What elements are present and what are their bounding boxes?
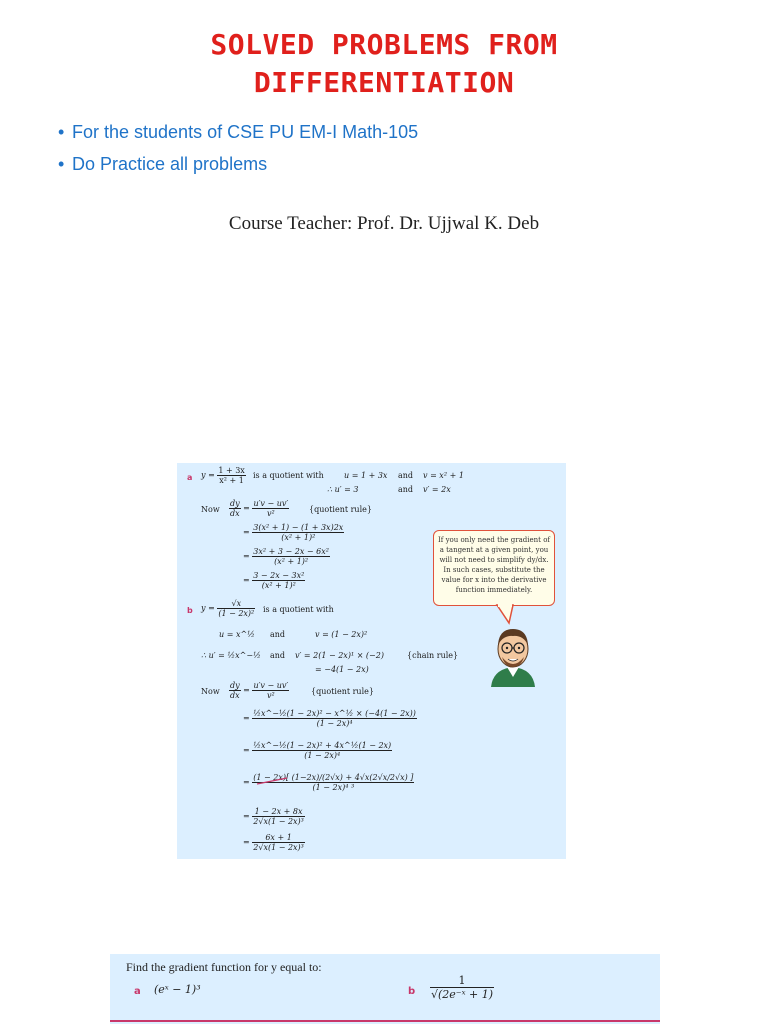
exercise-a-expr: (eˣ − 1)³ (154, 983, 201, 996)
rule-num: u′v − uv′ (253, 681, 289, 690)
a-now: Now (201, 505, 220, 514)
b-quotient-text: is a quotient with (263, 605, 334, 614)
divider-line (110, 1020, 660, 1022)
b-s1-num: ½x^−½(1 − 2x)² − x^½ × (−4(1 − 2x)) (253, 709, 416, 718)
a-dv: v′ = 2x (423, 485, 451, 494)
a-du: ∴ u′ = 3 (327, 485, 359, 494)
rule-num: u′v − uv′ (253, 499, 289, 508)
exercise-a-label: a (134, 986, 141, 997)
a-s3-num: 3 − 2x − 3x² (253, 571, 305, 580)
a-s2-den: (x² + 1)² (274, 557, 309, 566)
b-du: ∴ u′ = ½x^−½ (201, 651, 261, 660)
b-s4-num: 1 − 2x + 8x (252, 807, 305, 817)
b-s3-den: (1 − 2x)⁴ ³ (312, 783, 355, 792)
a-step-3: = $\frac{\text{3 − 2x − 3x²}}{\text{(x² + 1)²}}$ (243, 571, 305, 590)
b-and-2: and (270, 651, 286, 660)
tip-speech-bubble (433, 530, 555, 606)
bullet-dot-icon: • (58, 122, 65, 142)
part-a-label: a (187, 473, 193, 482)
b-function: y = $\frac{√x}{\text{(1 − 2x)²}}$ (201, 599, 255, 618)
exercise-b-expr (430, 974, 494, 1001)
a-v: v = x² + 1 (423, 471, 464, 480)
b-den: √(2e⁻ˣ + 1) (431, 988, 494, 1001)
rule-den: v² (266, 691, 275, 700)
strike-mark-icon (255, 776, 289, 786)
bubble-line: a tangent at a given point, you (439, 546, 549, 554)
exercise-panel (110, 954, 660, 1024)
bullet-text: Do Practice all problems (72, 154, 268, 174)
b-now: Now (201, 687, 220, 696)
b-step-5: = $\frac{6x + 1}{\text{2√x(1 − 2x)³}}$ (243, 833, 304, 852)
bubble-tail-icon (495, 603, 519, 625)
b-dv: v′ = 2(1 − 2x)¹ × (−2) (295, 651, 384, 660)
bubble-line: function immediately. (455, 586, 533, 594)
a-u: u = 1 + 3x (344, 471, 388, 480)
bullet-item (58, 148, 418, 180)
exercise-b-label: b (408, 986, 416, 997)
a-s2-num: 3x² + 3 − 2x − 6x² (253, 547, 329, 556)
b-s3-num: (1 − 2x)[ (1−2x)/(2√x) + 4√x(2√x/2√x) ] (253, 773, 414, 782)
rule-den: v² (266, 509, 275, 518)
b-and: and (270, 630, 286, 639)
bullet-list (58, 116, 418, 180)
b-step-2: = $\frac{\text{½x\textasciicircum{}−½(1 − 2x)² + 4x\textasciicircum{}½(1 − 2x)}}{\text{(1 − 2x)⁴}}$ (243, 741, 392, 760)
b-s2-num: ½x^−½(1 − 2x)² + 4x^½(1 − 2x) (253, 741, 392, 750)
a-y-den: x² + 1 (219, 476, 244, 485)
a-and-2: and (398, 485, 414, 494)
bullet-dot-icon: • (58, 154, 65, 174)
a-function: y = $\frac{1 + 3x}{\text{x² + 1}}$ (201, 466, 245, 485)
title-line-1: SOLVED PROBLEMS FROM (210, 28, 558, 61)
bubble-line: will not need to simplify dy/dx. (439, 556, 549, 564)
a-and: and (398, 471, 414, 480)
b-num: 1 (430, 974, 494, 988)
a-dydx-rule: $\frac{dy}{dx}$ = $\frac{u'v - uv'}{\text{v²}}$ (230, 499, 289, 518)
b-step-1: = $\frac{\text{½x\textasciicircum{}−½(1 − 2x)² − x\textasciicircum{}½ × (−4(1 − 2x))}}{\text{(1 − 2x)⁴}}$ (243, 709, 416, 728)
bullet-text: For the students of CSE PU EM-I Math-105 (72, 122, 419, 142)
b-s4-den: 2√x(1 − 2x)³ (253, 817, 304, 826)
a-s1-den: (x² + 1)² (281, 533, 316, 542)
b-quotient-rule: {quotient rule} (311, 687, 374, 696)
a-s1-num: 3(x² + 1) − (1 + 3x)2x (253, 523, 344, 532)
bubble-line: If you only need the gradient of (437, 536, 551, 544)
a-y-num: 1 + 3x (218, 466, 245, 475)
course-teacher: Course Teacher: Prof. Dr. Ujjwal K. Deb (228, 213, 540, 234)
b-dv-2: = −4(1 − 2x) (315, 665, 369, 674)
title-line-2: DIFFERENTIATION (253, 66, 515, 99)
page-title (0, 26, 768, 102)
a-step-2: = $\frac{\text{3x² + 3 − 2x − 6x²}}{\text{(x² + 1)²}}$ (243, 547, 329, 566)
dydx-num: dy (230, 499, 240, 508)
dydx-den: dx (230, 509, 240, 518)
a-quotient-text: is a quotient with (253, 471, 324, 480)
b-y-num: √x (217, 599, 255, 609)
bullet-item (58, 116, 418, 148)
part-b-label: b (187, 606, 193, 615)
b-u: u = x^½ (219, 630, 255, 639)
dydx-den: dx (230, 691, 240, 700)
bubble-line: In such cases, substitute the (443, 566, 545, 574)
b-chain-rule: {chain rule} (407, 651, 459, 660)
teacher-cartoon-icon (487, 623, 539, 687)
a-s3-den: (x² + 1)² (261, 581, 296, 590)
bubble-line: value for x into the derivative (441, 576, 547, 584)
a-quotient-rule: {quotient rule} (309, 505, 372, 514)
b-s5-den: 2√x(1 − 2x)³ (253, 843, 304, 852)
b-s2-den: (1 − 2x)⁴ (304, 751, 341, 760)
b-step-4: = $\frac{1 - 2x + 8x}{\text{2√x(1 − 2x)³}}$ (243, 807, 304, 826)
b-y-den: (1 − 2x)² (218, 609, 255, 618)
dydx-num: dy (230, 681, 240, 690)
b-s5-num: 6x + 1 (252, 833, 305, 843)
b-s1-den: (1 − 2x)⁴ (316, 719, 353, 728)
exercise-prompt: Find the gradient function for y equal to: (126, 960, 322, 974)
worked-example-panel (177, 463, 566, 859)
b-step-3: = $\frac{(1 - 2x)[ (1-2x)/(2√x) + 4√x(2√x/2√x) ]}{\text{(1 − 2x)⁴ ³}}$ (243, 773, 414, 792)
b-v: v = (1 − 2x)² (315, 630, 368, 639)
b-dydx-rule: $\frac{dy}{dx}$ = $\frac{u'v - uv'}{\text{v²}}$ (230, 681, 289, 700)
a-step-1: = $\frac{\text{3(x² + 1) − (1 + 3x)2x}}{\text{(x² + 1)²}}$ (243, 523, 344, 542)
